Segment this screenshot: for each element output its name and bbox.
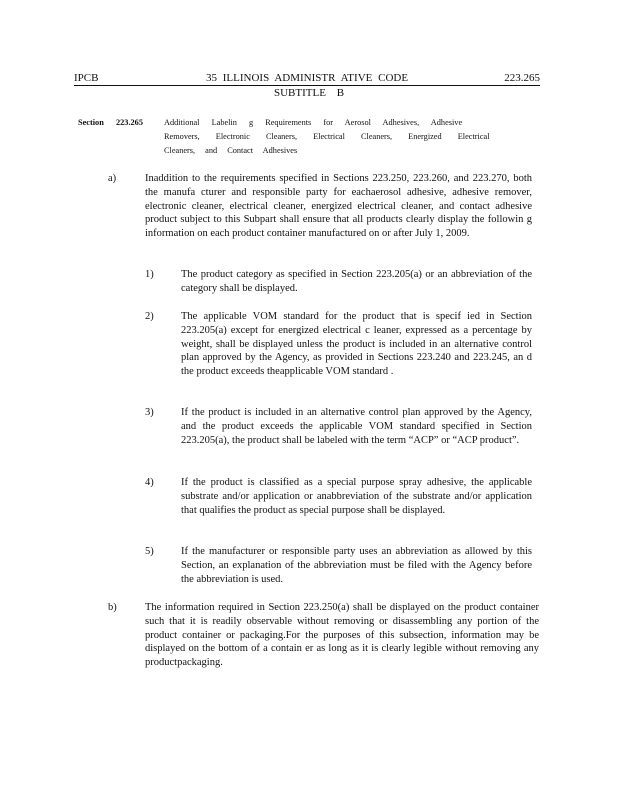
header-section-number: 223.265 xyxy=(504,72,540,84)
item-marker: 5) xyxy=(145,546,154,557)
subsection-text: Inaddition to the requirements specified in Sections 223.250, 223.260, and 223.270, both the manufa cturer and responsible party for eachaerosol adhesive, adhesive remover, electronic cleaner, electrical cleaner, energized electrical cleaner, and contact adhesive product subject to this Subpart shall ensure that all products clearly display the followin g information on each product container manufactured on or after July 1, 2009. xyxy=(145,173,532,240)
page-header xyxy=(74,72,540,102)
header-code-title: 35 ILLINOIS ADMINISTR ATIVE CODE xyxy=(206,72,409,84)
item-text: If the product is classified as a special purpose spray adhesive, the applicable substrate and/or application or anabbreviation of the substrate and/or application that qualifies the product as special purpose shall be displayed. xyxy=(181,477,532,516)
section-title xyxy=(164,116,518,158)
item-text: If the product is included in an alternative control plan approved by the Agency, and the product exceeds the applicable VOM standard specified in Section 223.205(a), the product shall be labeled with the term “ACP” or “ACP product”. xyxy=(181,407,532,446)
section-number: 223.265 xyxy=(116,118,143,127)
subsection-text: The information required in Section 223.250(a) shall be displayed on the product container such that it is readily observable without removing or disassembling any portion of the product container or packaging.For the purposes of this subsection, information may be displayed on the bottom of a contain er as long as it is clearly legible without removing any productpackaging. xyxy=(145,602,539,669)
section-label: Section xyxy=(78,118,104,127)
section-title-line: Additional Labelin g Requirements for Aerosol Adhesives, Adhesive xyxy=(164,118,463,127)
section-title-line: Removers, Electronic Cleaners, Electrical Cleaners, Energized Electrical xyxy=(164,132,490,141)
item-marker: 4) xyxy=(145,477,154,488)
item-marker: 1) xyxy=(145,269,154,280)
item-text: The product category as specified in Section 223.205(a) or an abbreviation of the category shall be displayed. xyxy=(181,269,532,294)
header-agency: IPCB xyxy=(74,72,99,84)
header-rule xyxy=(74,85,540,86)
item-marker: 2) xyxy=(145,311,154,322)
item-marker: 3) xyxy=(145,407,154,418)
subsection-marker: b) xyxy=(108,602,117,613)
section-title-line: Cleaners, and Contact Adhesives xyxy=(164,146,298,155)
item-text: If the manufacturer or responsible party uses an abbreviation as allowed by this Section, an explanation of the abbreviation must be filed with the Agency before the abbreviation is used. xyxy=(181,546,532,585)
subsection-marker: a) xyxy=(108,173,117,184)
item-text: The applicable VOM standard for the product that is specif ied in Section 223.205(a) except for energized electrical c leaner, expressed as a percentage by weight, shall be displayed unless the product is included in an alternative control plan approved by the Agency, as provided in Sections 223.240 and 223.245, an d the product exceeds theapplicable VOM standard . xyxy=(181,311,532,378)
header-subtitle: SUBTITLE B xyxy=(274,87,345,99)
